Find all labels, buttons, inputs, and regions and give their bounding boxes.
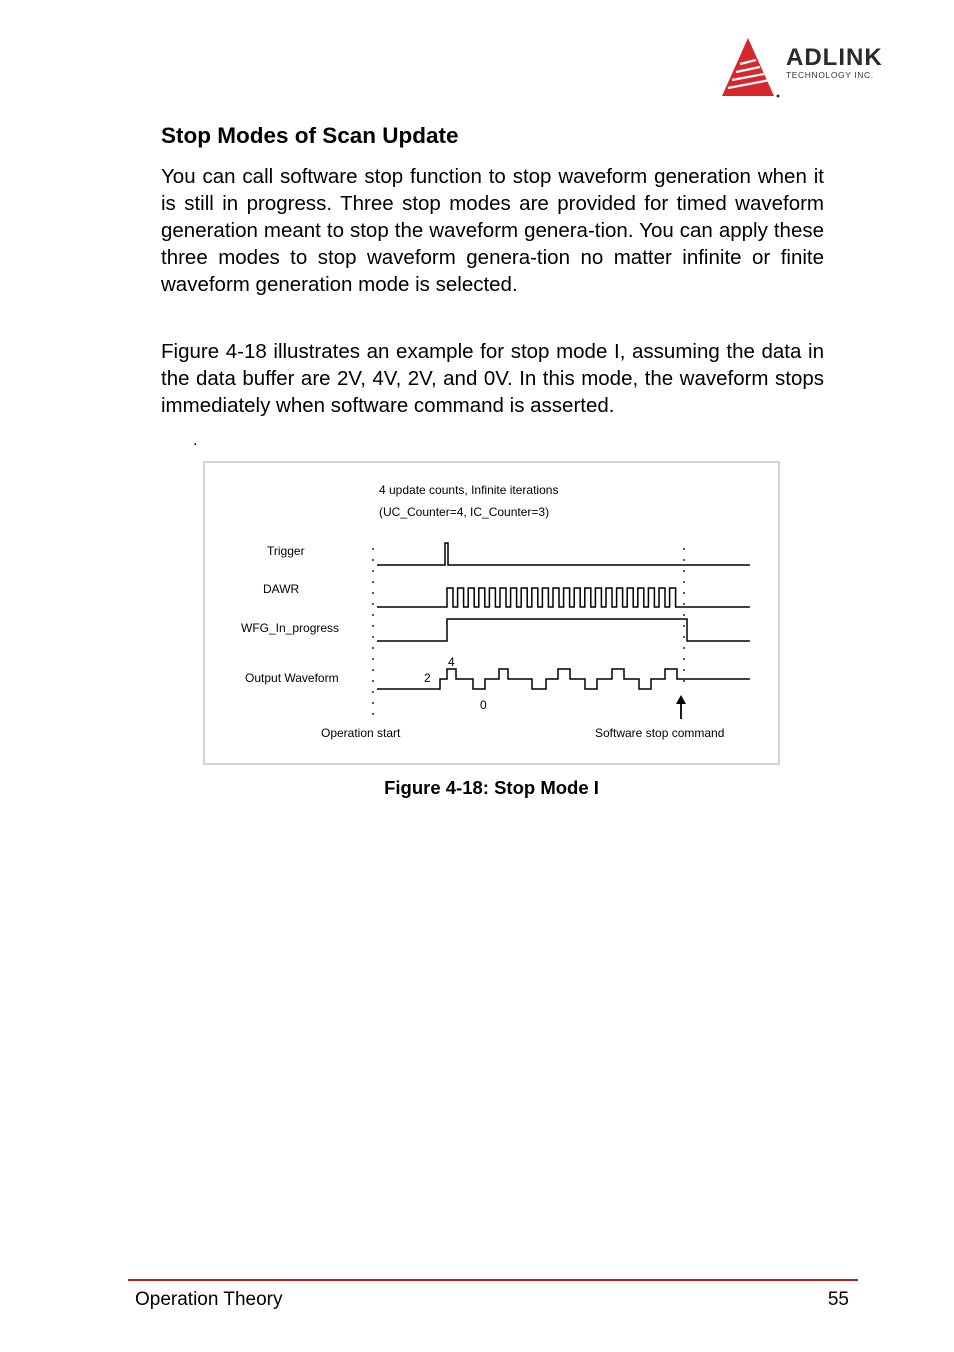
signal-label-dawr: DAWR bbox=[263, 582, 300, 596]
signal-label-output-waveform: Output Waveform bbox=[245, 671, 339, 685]
brand-subtitle: TECHNOLOGY INC. bbox=[786, 70, 874, 80]
software-stop-label: Software stop command bbox=[595, 726, 725, 740]
level-label-4v: 4 bbox=[448, 655, 455, 669]
section-title: Stop Modes of Scan Update bbox=[161, 123, 459, 148]
adlink-logo bbox=[718, 36, 918, 100]
brand-name: ADLINK bbox=[786, 44, 883, 71]
timing-diagram-figure bbox=[203, 461, 780, 765]
signal-label-wfg-in-progress: WFG_In_progress bbox=[241, 621, 340, 635]
footer-chapter-title: Operation Theory bbox=[135, 1289, 283, 1310]
footer-rule bbox=[128, 1279, 858, 1281]
adlink-triangle-icon bbox=[718, 36, 782, 100]
output-waveform bbox=[377, 669, 750, 689]
diagram-title-line2: (UC_Counter=4, IC_Counter=3) bbox=[379, 505, 550, 519]
paragraph-figure-description: Figure 4-18 illustrates an example for stop mode I, assuming the data in the data buffer are 2V, 4V, 2V, and 0V. In this mode, the waveform stops immediately when software command is asserted. bbox=[161, 340, 824, 417]
signal-label-trigger: Trigger bbox=[267, 544, 305, 558]
timing-diagram bbox=[205, 463, 782, 767]
figure-caption: Figure 4-18: Stop Mode I bbox=[384, 777, 599, 798]
stop-arrow-icon bbox=[676, 695, 686, 704]
level-label-0v: 0 bbox=[480, 698, 487, 712]
stray-mark: . bbox=[193, 432, 198, 449]
level-label-2v: 2 bbox=[424, 671, 431, 685]
diagram-title-line1: 4 update counts, Infinite iterations bbox=[379, 483, 559, 497]
dawr-waveform bbox=[377, 588, 750, 607]
operation-start-label: Operation start bbox=[321, 726, 401, 740]
footer-page-number: 55 bbox=[827, 1289, 849, 1310]
wfg-in-progress-waveform bbox=[377, 619, 750, 641]
trigger-waveform bbox=[377, 543, 750, 565]
paragraph-stop-modes-intro: You can call software stop function to stop waveform generation when it is still in progress. Three stop modes are provided for timed waveform generation meant to stop the waveform genera-tion. You can apply these three modes to stop waveform genera-tion no matter infinite or finite waveform generation mode is selected. bbox=[161, 165, 824, 296]
